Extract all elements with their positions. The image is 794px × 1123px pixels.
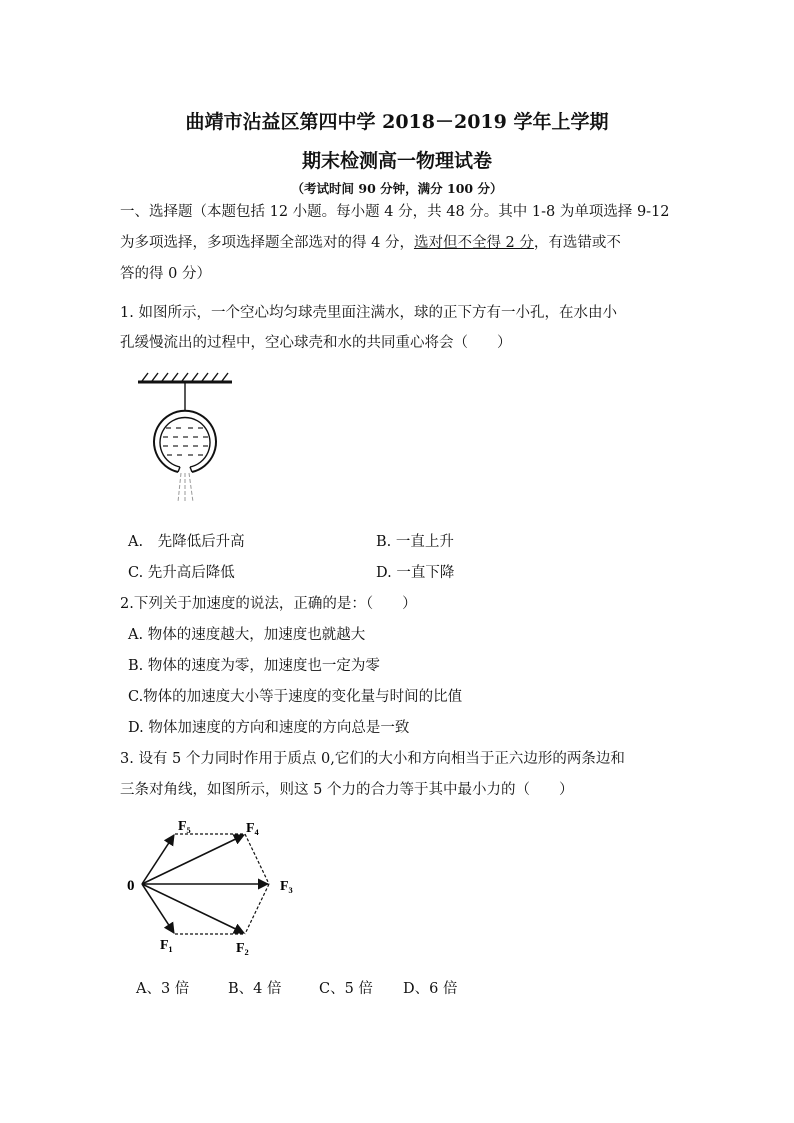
section1-line2-pre: 为多项选择，多项选择题全部选对的得 4 分， xyxy=(120,235,414,251)
section1-line2 xyxy=(120,231,621,252)
q2-option-a: A. 物体的速度越大，加速度也就越大 xyxy=(128,627,366,643)
q2-stem: 2.下列关于加速度的说法，正确的是：（ ） xyxy=(120,596,417,612)
exam-title-line1: 曲靖市沾益区第四中学 2018－2019 学年上学期 xyxy=(185,111,609,133)
q3-option-b: B、4 倍 xyxy=(228,981,282,997)
q3-option-d: D、6 倍 xyxy=(403,981,458,997)
q3-label-f3: F₃ xyxy=(280,879,293,894)
q3-label-f4: F₄ xyxy=(246,821,259,836)
q3-label-f1: F₁ xyxy=(160,938,173,953)
q1-stem-line1: 1. 如图所示，一个空心均匀球壳里面注满水，球的正下方有一小孔，在水由小 xyxy=(120,305,617,321)
q2-option-d: D. 物体加速度的方向和速度的方向总是一致 xyxy=(128,720,410,736)
exam-info: （考试时间 90 分钟，满分 100 分） xyxy=(291,181,503,196)
q3-label-origin: 0 xyxy=(127,878,135,894)
exam-title-line2: 期末检测高一物理试卷 xyxy=(301,150,492,172)
q3-stem-line1: 3. 设有 5 个力同时作用于质点 0,它们的大小和方向相当于正六边形的两条边和 xyxy=(120,751,625,767)
q3-option-c: C、5 倍 xyxy=(319,981,373,997)
q1-option-d: D. 一直下降 xyxy=(376,565,455,581)
q3-label-f5: F₅ xyxy=(178,819,191,834)
q3-label-f2: F₂ xyxy=(236,941,249,956)
q3-option-a: A、3 倍 xyxy=(136,981,190,997)
q3-stem-line2: 三条对角线，如图所示，则这 5 个力的合力等于其中最小力的（ ） xyxy=(120,782,574,798)
q2-option-b: B. 物体的速度为零，加速度也一定为零 xyxy=(128,658,380,674)
q1-option-a: A. 先降低后升高 xyxy=(128,534,245,550)
q2-option-c: C.物体的加速度大小等于速度的变化量与时间的比值 xyxy=(128,689,463,705)
section1-line2-underlined: 选对但不全得 2 分 xyxy=(413,235,534,251)
q1-option-b: B. 一直上升 xyxy=(376,534,454,550)
section1-line2-post: ，有选错或不 xyxy=(533,235,621,251)
q1-option-c: C. 先升高后降低 xyxy=(128,565,235,581)
section1-line3: 答的得 0 分） xyxy=(120,266,211,282)
q3-hexagon-force-figure xyxy=(118,812,308,957)
section1-line1: 一、选择题（本题包括 12 小题。每小题 4 分，共 48 分。其中 1-8 为单项选择 9-12 xyxy=(120,204,670,220)
q1-stem-line2: 孔缓慢流出的过程中，空心球壳和水的共同重心将会（ ） xyxy=(120,335,512,351)
q1-hanging-sphere-figure xyxy=(136,372,236,507)
